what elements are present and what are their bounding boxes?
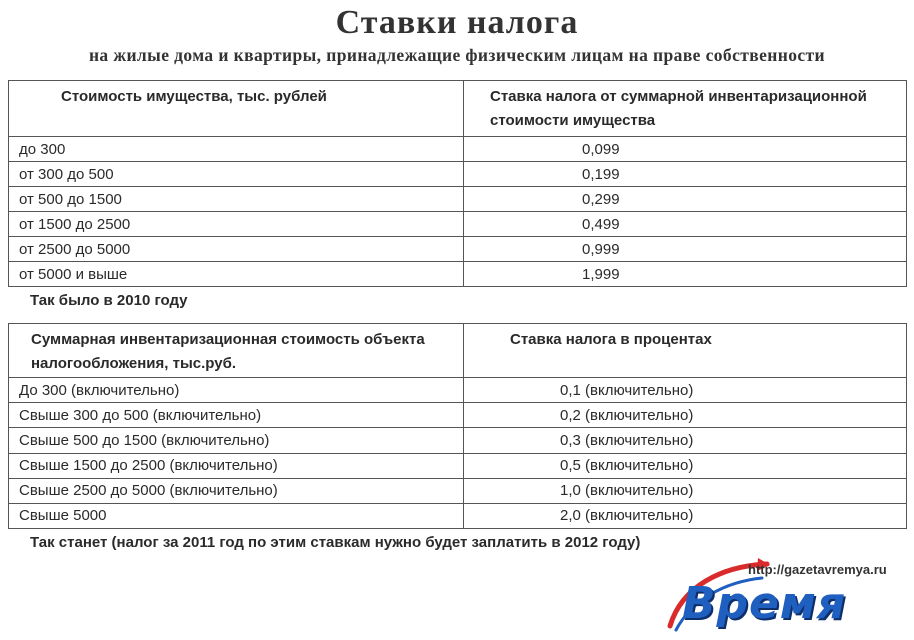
row-rate: 0,499 [464,212,907,237]
row-range: от 300 до 500 [9,162,464,187]
row-range: До 300 (включительно) [9,378,464,403]
table-row [9,378,907,403]
tax-table-2010 [8,80,907,287]
newspaper-logo[interactable] [662,556,908,636]
row-range: от 5000 и выше [9,262,464,287]
note-2010: Так было в 2010 году [30,292,188,309]
table-row [9,237,907,262]
row-range: Свыше 500 до 1500 (включительно) [9,428,464,453]
row-rate: 0,3 (включительно) [464,428,907,453]
column-header-tax-percent: Ставка налога в процентах [464,324,907,378]
table-header-row [9,81,907,137]
logo-url[interactable]: http://gazetavremya.ru [748,562,887,577]
table-row [9,262,907,287]
table-header-row [9,324,907,378]
page-subtitle: на жилые дома и квартиры, принадлежащие физическим лицам на праве собственности [88,45,826,65]
table-row [9,137,907,162]
table-row [9,187,907,212]
row-rate: 1,999 [464,262,907,287]
logo-name: Время [682,578,847,629]
table-row [9,478,907,503]
table-row [9,212,907,237]
page-title: Ставки налога [335,4,579,41]
row-range: от 2500 до 5000 [9,237,464,262]
table-row [9,503,907,528]
row-rate: 0,099 [464,137,907,162]
row-range: Свыше 2500 до 5000 (включительно) [9,478,464,503]
column-header-inventory-value: Суммарная инвентаризационная стоимость объекта налогообложения, тыс.руб. [9,324,464,378]
row-rate: 0,1 (включительно) [464,378,907,403]
row-range: Свыше 1500 до 2500 (включительно) [9,453,464,478]
tax-table-2011 [8,323,907,529]
row-range: Свыше 5000 [9,503,464,528]
column-header-property-value: Стоимость имущества, тыс. рублей [9,81,464,137]
table-row [9,162,907,187]
row-rate: 0,299 [464,187,907,212]
table-row [9,428,907,453]
row-rate: 0,2 (включительно) [464,403,907,428]
column-header-tax-rate: Ставка налога от суммарной инвентаризационной стоимости имущества [464,81,907,137]
row-rate: 2,0 (включительно) [464,503,907,528]
row-rate: 0,5 (включительно) [464,453,907,478]
row-rate: 0,199 [464,162,907,187]
row-rate: 1,0 (включительно) [464,478,907,503]
row-rate: 0,999 [464,237,907,262]
note-2011: Так станет (налог за 2011 год по этим ставкам нужно будет заплатить в 2012 году) [30,534,641,551]
row-range: Свыше 300 до 500 (включительно) [9,403,464,428]
table-row [9,403,907,428]
table-row [9,453,907,478]
row-range: от 1500 до 2500 [9,212,464,237]
row-range: до 300 [9,137,464,162]
row-range: от 500 до 1500 [9,187,464,212]
